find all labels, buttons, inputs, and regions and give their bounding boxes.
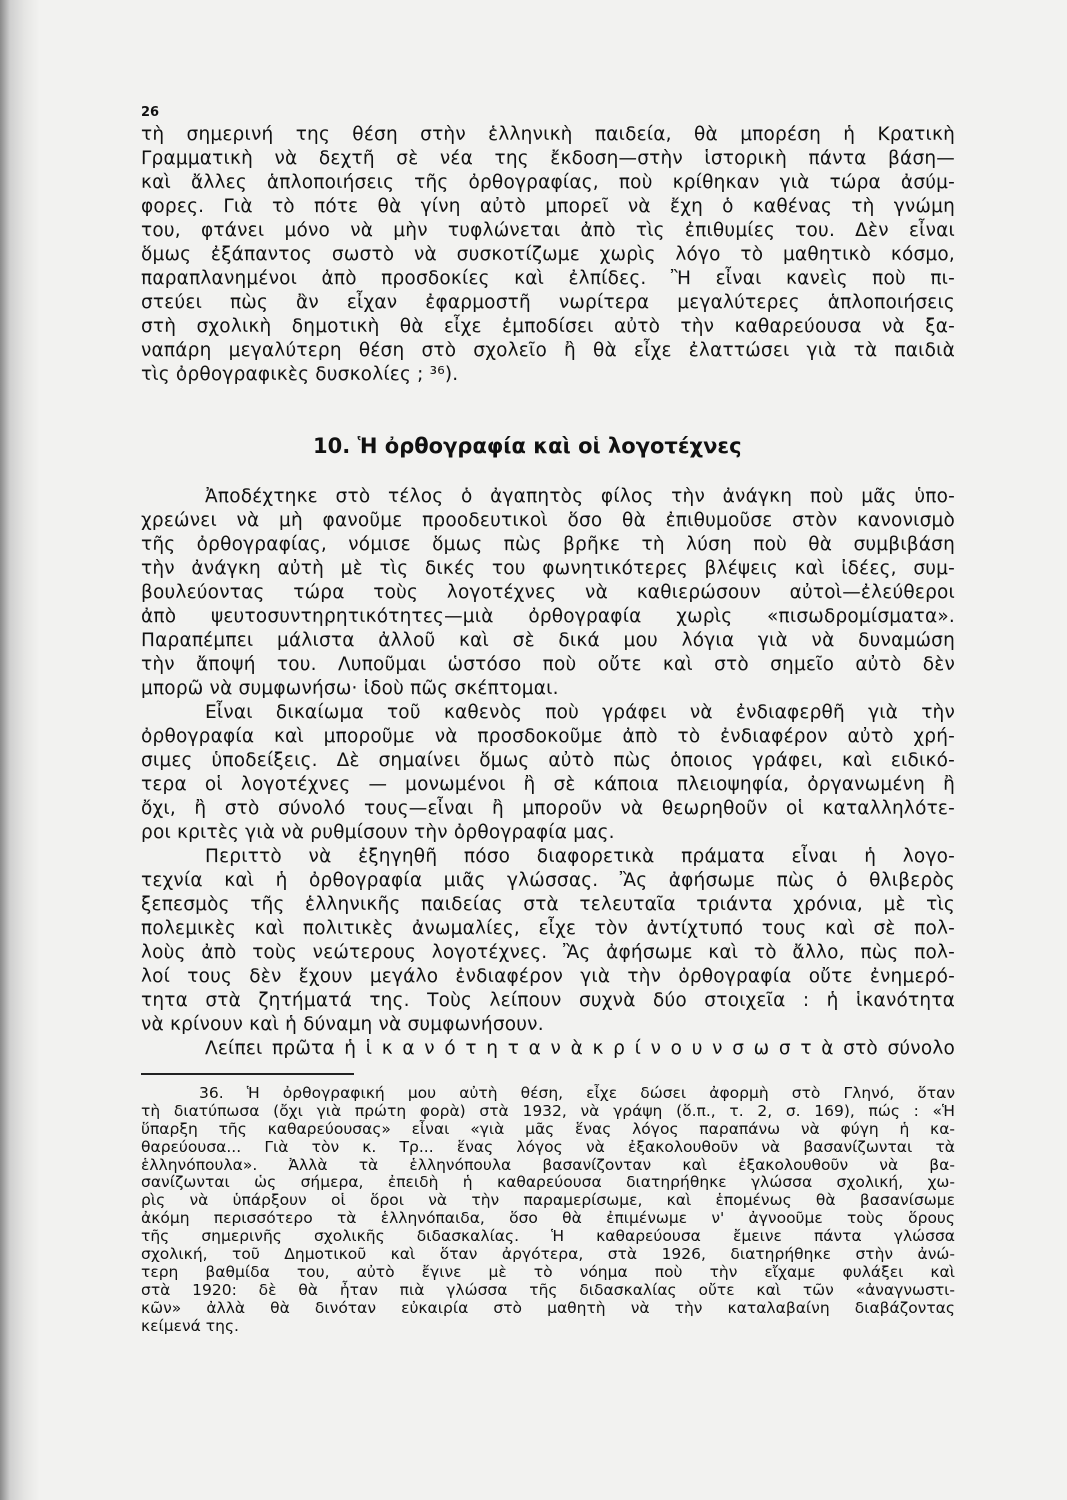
text-line: τερα οἱ λογοτέχνες — μονωμένοι ἢ σὲ κάποια πλειοψηφία, ὀργανωμένη ἢ <box>141 774 955 795</box>
text-line: κείμενά της. <box>141 1316 239 1335</box>
text-line: θαρεύουσα... Γιὰ τὸν κ. Τρ... ἕνας λόγος νὰ ἐξακολουθοῦν νὰ βασανίζωνται τὰ <box>141 1137 955 1156</box>
text-line: 36. Ἡ ὀρθογραφική μου αὐτὴ θέση, εἶχε δώσει ἀφορμὴ στὸ Γληνό, ὅταν <box>199 1084 955 1102</box>
text-line: ὄχι, ἢ στὸ σύνολό τους—εἶναι ἢ μποροῦν νὰ θεωρηθοῦν οἱ καταλληλότε- <box>141 798 955 819</box>
section-heading: 10. Ἡ ὀρθογραφία καὶ οἱ λογοτέχνες <box>313 434 742 458</box>
text-line: Περιττὸ νὰ ἐξηγηθῆ πόσο διαφορετικὰ πράματα εἶναι ἡ λογο- <box>205 846 955 867</box>
text-line: ναπάρη μεγαλύτερη θέση στὸ σχολεῖο ἢ θὰ εἶχε ἐλαττώσει γιὰ τὰ παιδιὰ <box>141 340 955 361</box>
text-line: λοὺς ἀπὸ τοὺς νεώτερους λογοτέχνες. Ἂς ἀφήσωμε καὶ τὸ ἄλλο, πὼς πολ- <box>141 942 955 963</box>
text-line: ἀπὸ ψευτοσυντηρητικότητες—μιὰ ὀρθογραφία χωρὶς «πισωδρομίσματα». <box>141 606 955 627</box>
text-line: τὴν ἀνάγκη αὐτὴ μὲ τὶς δικές του φωνητικότερες βλέψεις καὶ ἰδέες, συμ- <box>141 558 955 579</box>
footnote-36 <box>141 1085 955 1335</box>
scan-page-edge <box>0 0 40 1500</box>
text-line: ἑλληνόπουλα». Ἀλλὰ τὰ ἑλληνόπουλα βασανίζονταν καὶ ἐξακολουθοῦν νὰ βα- <box>141 1155 955 1174</box>
text-line: Γραμματικὴ νὰ δεχτῆ σὲ νέα της ἔκδοση—στὴν ἱστορικὴ πάντα βάση— <box>141 148 955 169</box>
paragraph-2 <box>141 485 955 701</box>
text-line: ὕπαρξη τῆς καθαρεύουσας» εἶναι «γιὰ μᾶς ἕνας λόγος παραπάνω νὰ φύγη ἡ κα- <box>141 1119 955 1138</box>
text-line: ἀκόμη περισσότερο τὰ ἑλληνόπαιδα, ὅσο θὰ ἐπιμένωμε ν' ἀγνοοῦμε τοὺς ὅρους <box>141 1209 955 1228</box>
text-line: στὰ 1920: δὲ θὰ ἦταν πιὰ γλώσσα τῆς διδασκαλίας οὔτε καὶ τῶν «ἀναγνωστι- <box>141 1280 955 1299</box>
text-line: τὴν ἄποψή του. Λυποῦμαι ὡστόσο ποὺ οὔτε καὶ στὸ σημεῖο αὐτὸ δὲν <box>141 654 955 675</box>
text-line: Λείπει πρῶτα ἡ ἱ κ α ν ό τ η τ α ν ὰ κ ρ ί ν ο υ ν σ ω σ τ ὰ στὸ σύνολο <box>205 1038 955 1059</box>
paragraph-5 <box>141 1037 955 1061</box>
text-line: ρὶς νὰ ὑπάρξουν οἱ ὅροι νὰ τὴν παραμερίσωμε, καὶ ἑπομένως θὰ βασανίσωμε <box>141 1191 955 1210</box>
text-line: τητα στὰ ζητήματά της. Τοὺς λείπουν συχνὰ δύο στοιχεῖα : ἡ ἱκανότητα <box>141 990 955 1011</box>
text-line: τὴ διατύπωσα (ὄχι γιὰ πρώτη φορὰ) στὰ 1932, νὰ γράψη (ὅ.π., τ. 2, σ. 169), πώς : «Ἡ <box>141 1101 955 1120</box>
text-line: Εἶναι δικαίωμα τοῦ καθενὸς ποὺ γράφει νὰ ἐνδιαφερθῆ γιὰ τὴν <box>205 702 955 723</box>
text-line: κῶν» ἀλλὰ θὰ δινόταν εὐκαιρία στὸ μαθητὴ νὰ τὴν καταλαβαίνη διαβάζοντας <box>141 1298 955 1317</box>
text-line: νὰ κρίνουν καὶ ἡ δύναμη νὰ συμφωνήσουν. <box>141 1014 544 1035</box>
text-line: βουλεύοντας τώρα τοὺς λογοτέχνες νὰ καθιερώσουν αὐτοὶ—ἐλεύθεροι <box>141 582 955 603</box>
page-number: 26 <box>141 105 160 120</box>
text-line: ὅμως ἐξάπαντος σωστὸ νὰ συσκοτίζωμε χωρὶς λόγο τὸ μαθητικὸ κόσμο, <box>141 244 955 265</box>
text-line: του, φτάνει μόνο νὰ μὴν τυφλώνεται ἀπὸ τὶς ἐπιθυμίες του. Δὲν εἶναι <box>141 220 955 241</box>
paragraph-3 <box>141 701 955 845</box>
text-line: τῆς σημερινῆς σχολικῆς διδασκαλίας. Ἡ καθαρεύουσα ἔμεινε πάντα γλώσσα <box>141 1227 955 1246</box>
text-line: στεύει πὼς ἂν εἶχαν ἐφαρμοστῆ νωρίτερα μεγαλύτερες ἁπλοποιήσεις <box>141 292 955 313</box>
text-line: στὴ σχολικὴ δημοτικὴ θὰ εἶχε ἐμποδίσει αὐτὸ τὴν καθαρεύουσα νὰ ξα- <box>141 316 955 337</box>
footnote-divider <box>141 1073 354 1075</box>
text-line: ροι κριτὲς γιὰ νὰ ρυθμίσουν τὴν ὀρθογραφία μας. <box>141 822 615 843</box>
text-line: καὶ ἄλλες ἁπλοποιήσεις τῆς ὀρθογραφίας, ποὺ κρίθηκαν γιὰ τώρα ἀσύμ- <box>141 172 955 193</box>
text-line: φορες. Γιὰ τὸ πότε θὰ γίνη αὐτὸ μπορεῖ νὰ ἔχη ὁ καθένας τὴ γνώμη <box>141 196 955 217</box>
text-line: Ἀποδέχτηκε στὸ τέλος ὁ ἀγαπητὸς φίλος τὴν ἀνάγκη ποὺ μᾶς ὑπο- <box>205 486 955 507</box>
text-line: πολεμικὲς καὶ πολιτικὲς ἀνωμαλίες, εἶχε τὸν ἀντίχτυπό τους καὶ σὲ πολ- <box>141 918 955 939</box>
paragraph-1 <box>141 123 955 387</box>
text-line: παραπλανημένοι ἀπὸ προσδοκίες καὶ ἐλπίδες. Ἢ εἶναι κανεὶς ποὺ πι- <box>141 268 955 289</box>
text-line: ξεπεσμὸς τῆς ἑλληνικῆς παιδείας στὰ τελευταῖα τριάντα χρόνια, μὲ τὶς <box>141 894 955 915</box>
text-line: τῆς ὀρθογραφίας, νόμισε ὅμως πὼς βρῆκε τὴ λύση ποὺ θὰ συμβιβάση <box>141 534 955 555</box>
text-line: τεχνία καὶ ἡ ὀρθογραφία μιᾶς γλώσσας. Ἂς ἀφήσωμε πὼς ὁ θλιβερὸς <box>141 870 955 891</box>
text-line: μπορῶ νὰ συμφωνήσω· ἰδοὺ πῶς σκέπτομαι. <box>141 678 559 699</box>
paragraph-4 <box>141 845 955 1037</box>
text-line: τερη βαθμίδα του, αὐτὸ ἔγινε μὲ τὸ νόημα ποὺ τὴν εἴχαμε φυλάξει καὶ <box>141 1262 955 1281</box>
text-line: λοί τους δὲν ἔχουν μεγάλο ἐνδιαφέρον γιὰ τὴν ὀρθογραφία οὔτε ἐνημερό- <box>141 966 955 987</box>
text-line: τὴ σημερινή της θέση στὴν ἑλληνικὴ παιδεία, θὰ μπορέση ἡ Κρατικὴ <box>141 124 955 145</box>
text-line: ὀρθογραφία καὶ μποροῦμε νὰ προσδοκοῦμε ἀπὸ τὸ ἐνδιαφέρον αὐτὸ χρή- <box>141 726 955 747</box>
text-line: σανίζωνται ὡς σήμερα, ἐπειδὴ ἡ καθαρεύουσα διατηρήθηκε γλώσσα σχολική, χω- <box>141 1173 955 1192</box>
text-line: σχολική, τοῦ Δημοτικοῦ καὶ ὅταν ἀργότερα, στὰ 1926, διατηρήθηκε στὴν ἀνώ- <box>141 1245 955 1264</box>
text-line: χρεώνει νὰ μὴ φανοῦμε προοδευτικοὶ ὅσο θὰ ἐπιθυμοῦσε στὸν κανονισμὸ <box>141 510 955 531</box>
text-line: σιμες ὑποδείξεις. Δὲ σημαίνει ὅμως αὐτὸ πὼς ὁποιος γράφει, καὶ ειδικό- <box>141 750 955 771</box>
text-line: Παραπέμπει μάλιστα ἀλλοῦ καὶ σὲ δικά μου λόγια γιὰ νὰ δυναμώση <box>141 630 955 651</box>
text-line: τὶς ὀρθογραφικὲς δυσκολίες ; ³⁶). <box>141 364 459 385</box>
